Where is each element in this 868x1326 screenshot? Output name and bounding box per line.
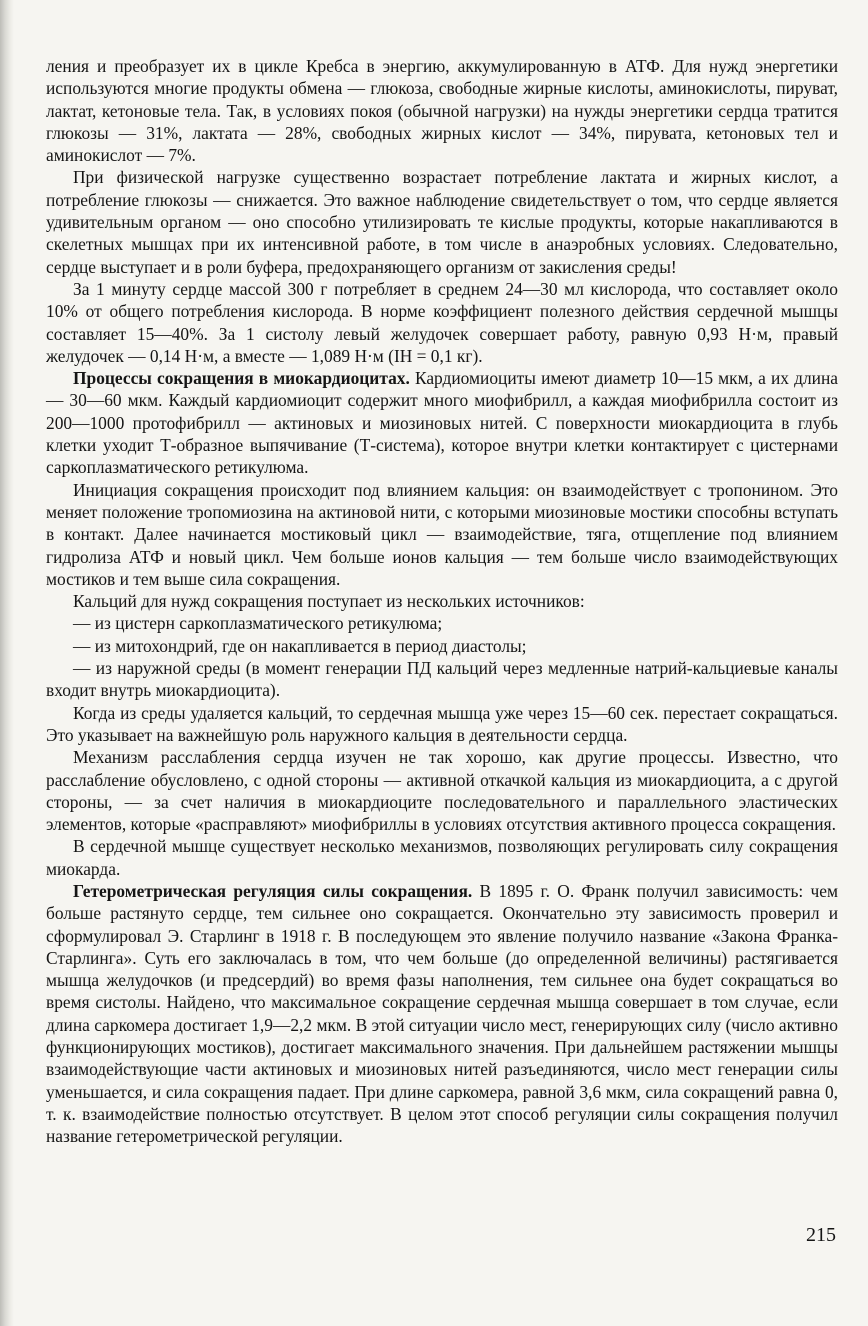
- section-heading-heterometric: Гетерометрическая регуляция силы сокращения.: [73, 880, 473, 901]
- paragraph-text: Механизм расслабления сердца изучен не так хорошо, как другие процессы. Известно, что расслабление обусловлено, с одной стороны — активной откачкой кальция из миокардиоцита, а с другой стороны, — за счет наличия в миокардиоците последовательного и параллельного эластических элементов, которые «расправляют» миофибриллы в условиях отсутствия активного процесса сокращения.: [46, 747, 838, 835]
- section-heading-contraction: Процессы сокращения в миокардиоцитах.: [73, 368, 410, 389]
- paragraph-contraction-processes: [46, 367, 838, 478]
- paragraph-text: Инициация сокращения происходит под влиянием кальция: он взаимодействует с тропонином. Это меняет положение тропомиозина на актиновой нити, с которыми миозиновые мостики способны вступать в контакт. Далее начинается мостиковый цикл — взаимодействие, тяга, отщепление под влиянием гидролиза АТФ и новый цикл. Чем больше ионов кальция — тем больше число взаимодействующих мостиков и тем выше сила сокращения.: [46, 479, 838, 589]
- list-item-text: — из цистерн саркоплазматического ретикулюма;: [73, 613, 443, 634]
- paragraph-regulation-mechanisms: [46, 835, 838, 880]
- list-item-external: [46, 657, 838, 702]
- paragraph-oxygen-consumption: [46, 278, 838, 367]
- paragraph-calcium-removal: [46, 702, 838, 747]
- page-number: 215: [806, 1224, 836, 1246]
- paragraph-text: Кардиомиоциты имеют диаметр 10—15 мкм, а их длина — 30—60 мкм. Каждый кардиомиоцит содержит много миофибрилл, а каждая миофибрилла состоит из 200—1000 протофибрилл — актиновых и миозиновых нитей. С поверхности миокардиоцита в глубь клетки уходит Т-образное выпячивание (Т-система), которое внутри клетки контактирует с цистернами саркоплазматического ретикулюма.: [46, 368, 838, 478]
- paragraph-relaxation: [46, 746, 838, 835]
- paragraph-text: В 1895 г. О. Франк получил зависимость: чем больше растянуто сердце, тем сильнее оно сокращается. Окончательно эту зависимость проверил и сформулировал Э. Старлинг в 1918 г. В последующем это явление получило название «Закона Франка-Старлинга». Суть его заключалась в том, что чем больше (до определенной величины) растягивается мышца желудочков (и предсердий) во время фазы наполнения, тем сильнее она будет сокращаться во время систолы. Найдено, что максимальное сокращение сердечная мышца совершает в том случае, если длина саркомера достигает 1,9—2,2 мкм. В этой ситуации число мест, генерирующих силу (число активно функционирующих мостиков), достигает максимального значения. При дальнейшем растяжении мышцы взаимодействующие части актиновых и миозиновых нитей разъединяются, число мест генерации силы уменьшается, и сила сокращения падает. При длине саркомера, равной 3,6 мкм, сила сокращений равна 0, т. к. взаимодействие полностью отсутствует. В целом этот способ регуляции силы сокращения получил название гетерометрической регуляции.: [46, 880, 838, 1147]
- paragraph-text: ления и преобразует их в цикле Кребса в энергию, аккумулированную в АТФ. Для нужд энергетики используются многие продукты обмена — глюкоза, свободные жирные кислоты, аминокислоты, пируват, лактат, кетоновые тела. Так, в условиях покоя (обычной нагрузки) на нужды энергетики сердца тратится глюкозы — 31%, лактата — 28%, свободных жирных кислот — 34%, пирувата, кетоновых тел и аминокислот — 7%.: [46, 56, 838, 166]
- list-item-sarcoplasmic: [46, 612, 838, 634]
- list-item-text: — из митохондрий, где он накапливается в период диастолы;: [73, 635, 527, 656]
- list-item-text: — из наружной среды (в момент генерации ПД кальций через медленные натрий-кальциевые каналы входит внутрь миокардиоцита).: [46, 658, 838, 701]
- paragraph-energy-sources: [46, 55, 838, 166]
- page-body-text: [46, 55, 838, 1148]
- paragraph-text: В сердечной мышце существует несколько механизмов, позволяющих регулировать силу сокращения миокарда.: [46, 836, 838, 879]
- page-binding-edge: [0, 0, 14, 1326]
- paragraph-calcium-initiation: [46, 479, 838, 590]
- paragraph-text: При физической нагрузке существенно возрастает потребление лактата и жирных кислот, а потребление глюкозы — снижается. Это важное наблюдение свидетельствует о том, что сердце является удивительным органом — оно способно утилизировать те кислые продукты, которые накапливаются в скелетных мышцах при их интенсивной работе, в том числе в анаэробных условиях. Следовательно, сердце выступает и в роли буфера, предохраняющего организм от закисления среды!: [46, 167, 838, 277]
- paragraph-text: Кальций для нужд сокращения поступает из нескольких источников:: [73, 591, 585, 612]
- paragraph-physical-load: [46, 166, 838, 277]
- paragraph-text: За 1 минуту сердце массой 300 г потребляет в среднем 24—30 мл кислорода, что составляет около 10% от общего потребления кислорода. В норме коэффициент полезного действия сердечной мышцы составляет 15—40%. За 1 систолу левый желудочек совершает работу, равную 0,93 Н·м, правый желудочек — 0,14 Н·м, а вместе — 1,089 Н·м (IН = 0,1 кг).: [46, 278, 838, 366]
- list-item-mitochondria: [46, 635, 838, 657]
- paragraph-calcium-sources: [46, 590, 838, 612]
- paragraph-heterometric-regulation: [46, 880, 838, 1148]
- paragraph-text: Когда из среды удаляется кальций, то сердечная мышца уже через 15—60 сек. перестает сокращаться. Это указывает на важнейшую роль наружного кальция в деятельности сердца.: [46, 702, 838, 745]
